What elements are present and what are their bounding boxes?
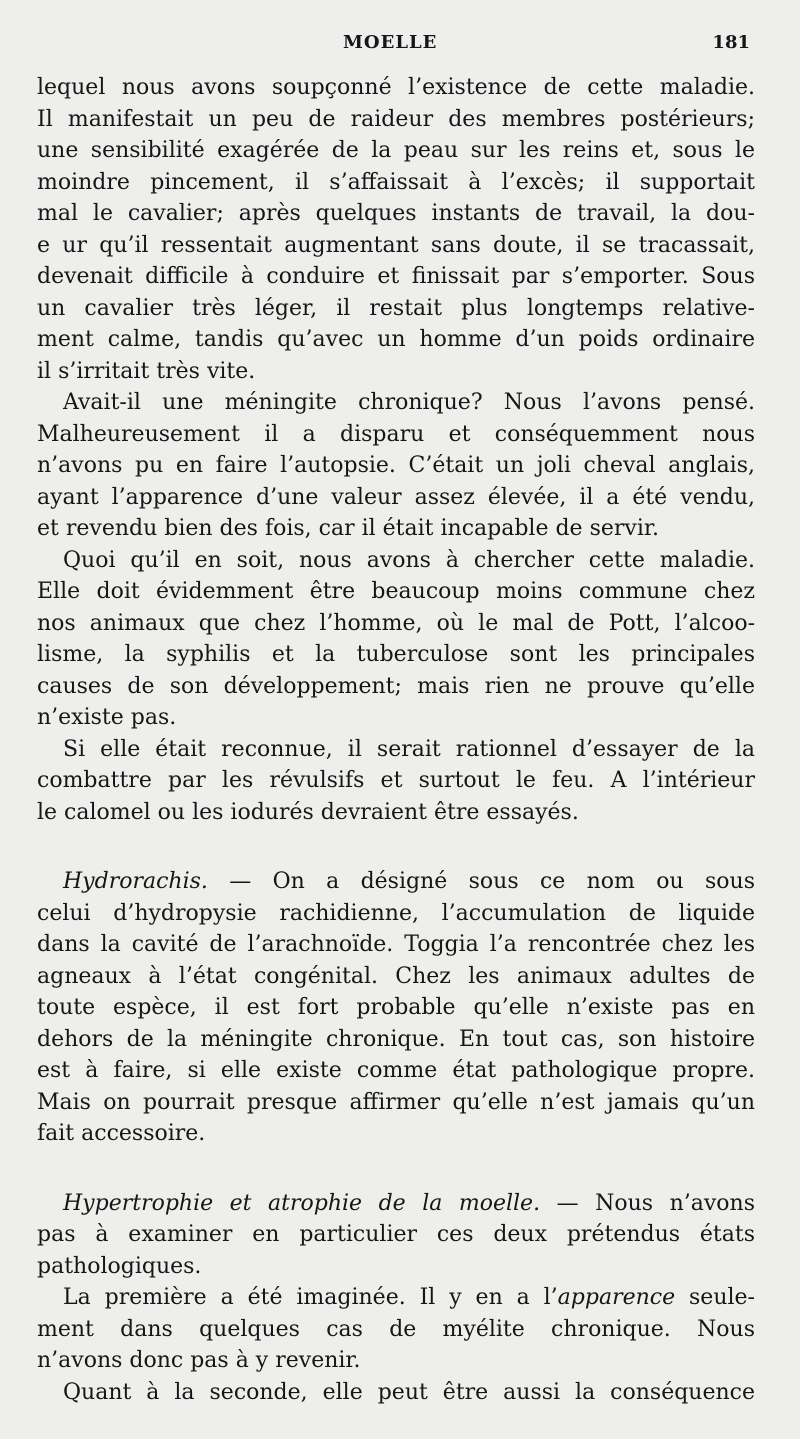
text-line: Quant à la seconde, elle peut être aussi la conséquence — [63, 1379, 755, 1405]
text-line: ment calme, tandis qu’avec un homme d’un poids ordinaire — [37, 327, 755, 352]
text-line: fait accessoire. — [37, 1121, 206, 1146]
text-line: pas à examiner en particulier ces deux prétendus états — [37, 1222, 755, 1247]
text-line: Mais on pourrait presque affirmer qu’elle n’est jamais qu’un — [37, 1089, 755, 1115]
text-line: Quoi qu’il en soit, nous avons à chercher cette maladie. — [63, 547, 755, 573]
section-hypertrophie — [37, 1188, 755, 1283]
text-line: n’existe pas. — [37, 705, 177, 730]
paragraph — [37, 1282, 755, 1377]
text-line: celui d’hydropysie rachidienne, l’accumulation de liquide — [37, 900, 755, 926]
section-gap — [37, 1150, 755, 1188]
text-line: le calomel ou les iodurés devraient être essayés. — [37, 799, 579, 825]
text-line: un cavalier très léger, il restait plus longtemps relative- — [37, 295, 755, 321]
paragraph — [37, 72, 755, 387]
text-line — [37, 1188, 755, 1220]
text-line: ayant l’apparence d’une valeur assez élevée, il a été vendu, — [37, 484, 755, 510]
text-line: moindre pincement, il s’affaissait à l’excès; il supportait — [37, 169, 755, 195]
text-line: Avait-il une méningite chronique? Nous l’avons pensé. — [63, 390, 755, 415]
section-title: Hypertrophie et atrophie de la moelle. — [63, 1190, 541, 1216]
text-line: une sensibilité exagérée de la peau sur les reins et, sous le — [37, 138, 755, 163]
text-line: n’avons pu en faire l’autopsie. C’était un joli cheval anglais, — [37, 453, 755, 478]
text-line: agneaux à l’état congénital. Chez les animaux adultes de — [37, 963, 755, 989]
text-line: est à faire, si elle existe comme état pathologique propre. — [37, 1058, 755, 1083]
paragraph — [37, 734, 755, 829]
text-line: mal le cavalier; après quelques instants de travail, la dou- — [37, 201, 755, 226]
text-line: dans la cavité de l’arachnoïde. Toggia l’a rencontrée chez les — [37, 932, 755, 957]
emphasis: apparence — [557, 1285, 676, 1310]
text-line — [37, 1282, 755, 1314]
text-line: devenait difficile à conduire et finissait par s’emporter. Sous — [37, 264, 755, 289]
text-line: combattre par les révulsifs et surtout le feu. A l’intérieur — [37, 768, 755, 793]
text-line: n’avons donc pas à y revenir. — [37, 1348, 361, 1373]
text-line: Si elle était reconnue, il serait rationnel d’essayer de la — [63, 736, 755, 762]
text-line: e ur qu’il ressentait augmentant sans doute, il se tracassait, — [37, 232, 755, 258]
section-gap — [37, 828, 755, 866]
text-line: et revendu bien des fois, car il était incapable de servir. — [37, 516, 659, 541]
text-run: — Nous n’avons — [540, 1190, 755, 1216]
text-line: ment dans quelques cas de myélite chronique. Nous — [37, 1316, 755, 1342]
text-line: dehors de la méningite chronique. En tout cas, son histoire — [37, 1026, 755, 1052]
text-line: Elle doit évidemment être beaucoup moins commune chez — [37, 579, 755, 604]
text-line: toute espèce, il est fort probable qu’elle n’existe pas en — [37, 995, 755, 1020]
text-line: il s’irritait très vite. — [37, 358, 256, 384]
section-title: Hydrorachis. — [63, 869, 208, 894]
text-line: pathologiques. — [37, 1253, 202, 1279]
text-run: seule- — [675, 1285, 755, 1310]
paragraph — [37, 545, 755, 734]
paragraph — [37, 1377, 755, 1409]
text-run: La première a été imaginée. Il y en a l’ — [63, 1285, 558, 1310]
text-line: nos animaux que chez l’homme, où le mal de Pott, l’alcoo- — [37, 610, 755, 636]
running-head — [0, 32, 800, 58]
text-line: lequel nous avons soupçonné l’existence de cette maladie. — [37, 75, 755, 100]
text-line — [37, 866, 755, 898]
text-run: — On a désigné sous ce nom ou sous — [207, 869, 755, 894]
page-number: 181 — [712, 32, 750, 53]
section-hydrorachis — [37, 866, 755, 1150]
text-body — [37, 72, 755, 1408]
text-line: Il manifestait un peu de raideur des membres postérieurs; — [37, 106, 755, 132]
running-title: MOELLE — [343, 32, 438, 53]
paragraph — [37, 387, 755, 545]
text-line: lisme, la syphilis et la tuberculose sont les principales — [37, 642, 755, 667]
text-line: Malheureusement il a disparu et conséquemment nous — [37, 421, 755, 447]
text-line: causes de son développement; mais rien ne prouve qu’elle — [37, 673, 755, 699]
